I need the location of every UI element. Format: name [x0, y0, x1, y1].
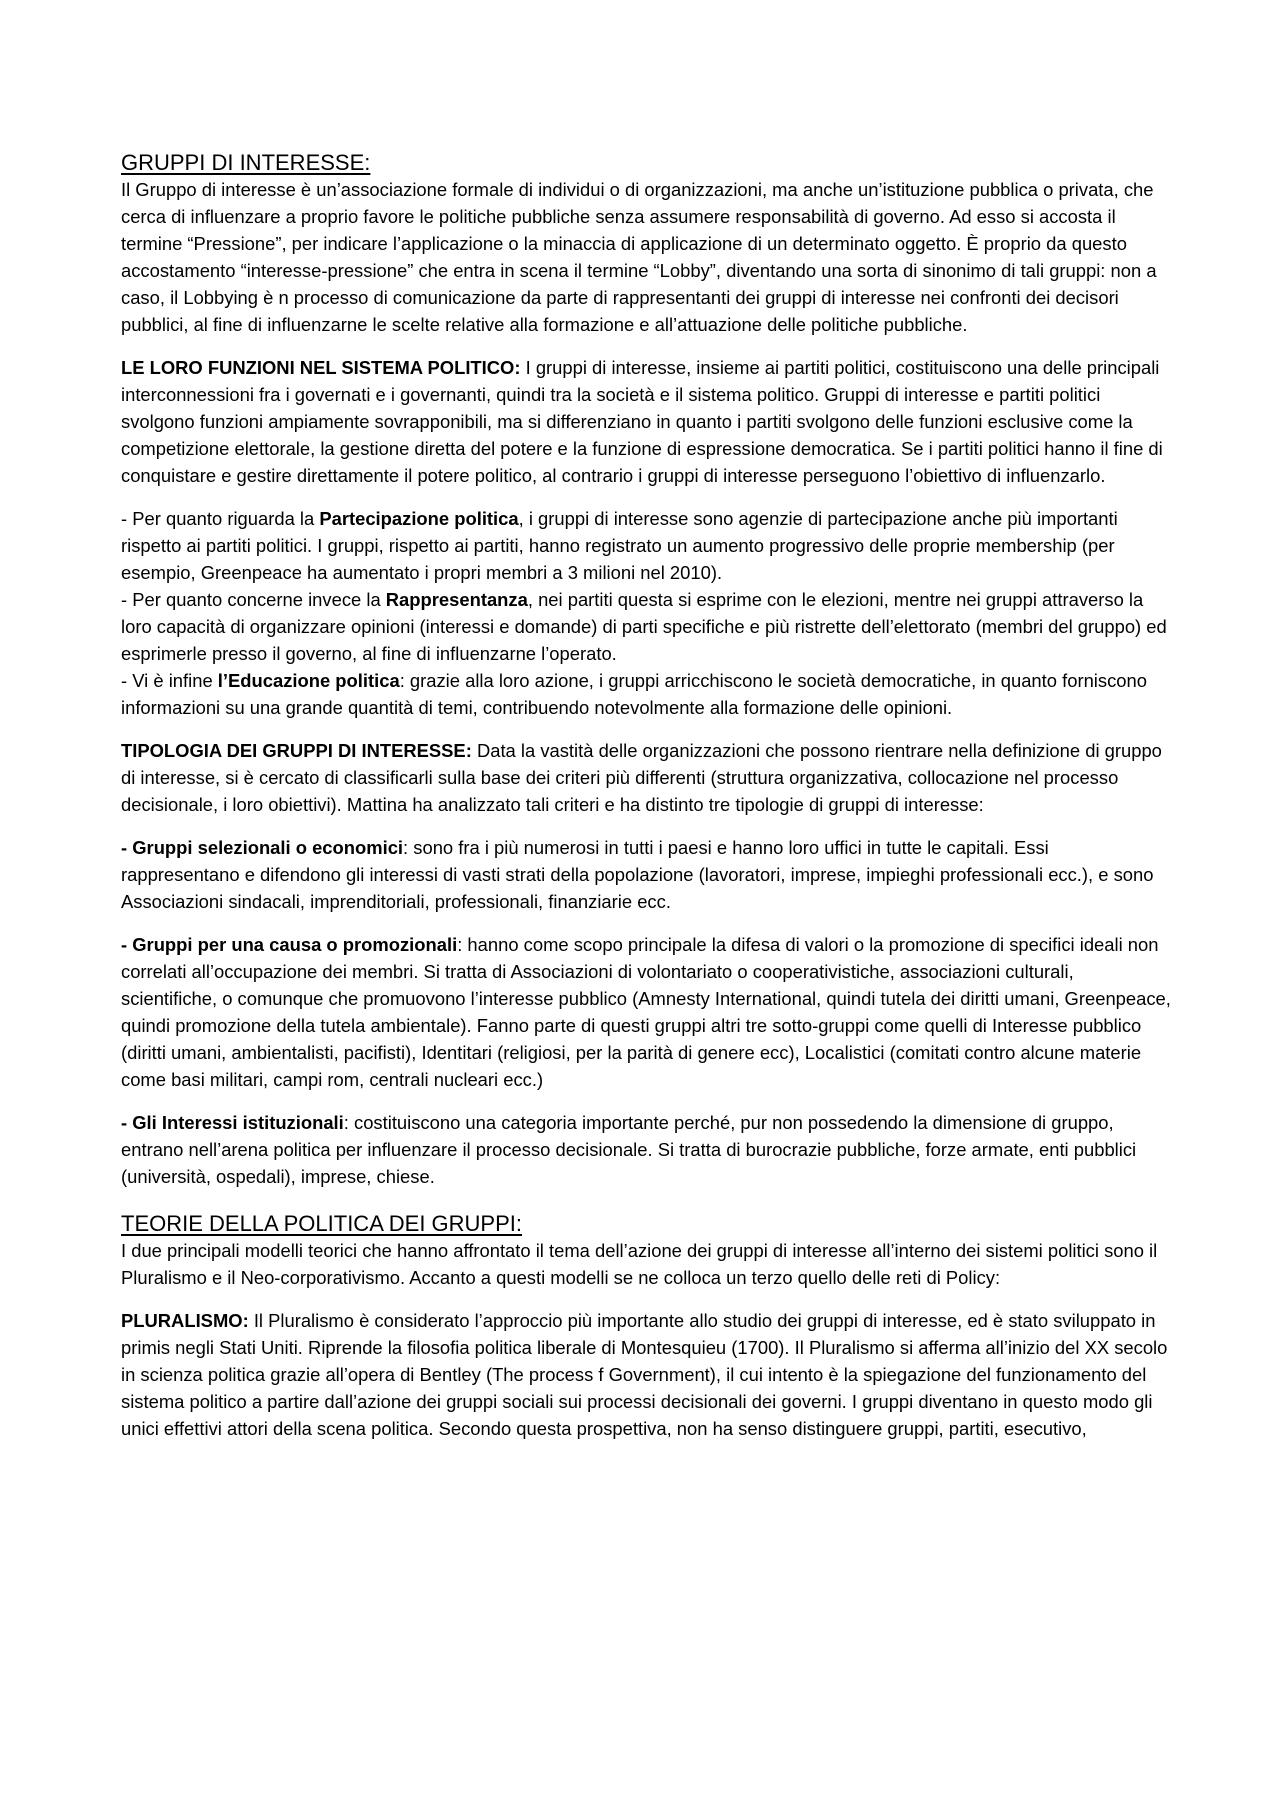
text-causa: : hanno come scopo principale la difesa di valori o la promozione di specifici ideali non correlati all’occupazione dei membri. Si tratta di Associazioni di volontariato o cooperativistiche, associazioni culturali, scientifiche, o comunque che promuovono l’interesse pubblico (Amnesty International, quindi tutela dei diritti umani, Greenpeace, quindi promozione della tutela ambientale). Fanno parte di questi gruppi altri tre sotto-gruppi come quelli di Interesse pubblico (diritti umani, ambientalisti, pacifisti), Identitari (religiosi, per la parità di genere ecc), Localistici (comitati contro alcune materie come basi militari, campi rom, centrali nucleari ecc.): [121, 934, 1171, 1090]
paragraph-educazione: [121, 667, 1171, 721]
section-heading-teorie: TEORIE DELLA POLITICA DEI GRUPPI:: [121, 1211, 523, 1236]
text-tipologia: Data la vastità delle organizzazioni che possono rientrare nella definizione di gruppo di interesse, si è cercato di classificarli sulla base dei criteri più differenti (struttura organizzativa, collocazione nel processo decisionale, i loro obiettivi). Mattina ha analizzato tali criteri e ha distinto tre tipologie di gruppi di interesse:: [121, 740, 1162, 815]
paragraph-partecipazione: [121, 505, 1171, 586]
paragraph-rappresentanza: [121, 586, 1171, 667]
label-tipologia: TIPOLOGIA DEI GRUPPI DI INTERESSE:: [121, 740, 472, 761]
paragraph-teorie-intro: I due principali modelli teorici che hanno affrontato il tema dell’azione dei gruppi di interesse all’interno dei sistemi politici sono il Pluralismo e il Neo-corporativismo. Accanto a questi modelli se ne colloca un terzo quello delle reti di Policy:: [121, 1240, 1158, 1288]
paragraph-pluralismo: [121, 1307, 1171, 1442]
paragraph-istituzionali: [121, 1109, 1171, 1190]
text-partecipazione: , i gruppi di interesse sono agenzie di partecipazione anche più importanti rispetto ai partiti politici. I gruppi, rispetto ai partiti, hanno registrato un aumento progressivo delle proprie membership (per esempio, Greenpeace ha aumentato i propri membri a 3 milioni nel 2010).: [121, 508, 1118, 583]
paragraph-funzioni: [121, 354, 1171, 489]
label-istituzionali: - Gli Interessi istituzionali: [121, 1112, 344, 1133]
pre-partecipazione: - Per quanto riguarda la: [121, 508, 320, 529]
paragraph-tipologia: [121, 737, 1171, 818]
label-educazione: l’Educazione politica: [217, 670, 400, 691]
text-rappresentanza: , nei partiti questa si esprime con le elezioni, mentre nei gruppi attraverso la loro capacità di organizzare opinioni (interessi e domande) di parti specifiche e più ristrette dell’elettorato (membri del gruppo) ed esprimerle presso il governo, al fine di influenzarne l’operato.: [121, 589, 1167, 664]
label-pluralismo: PLURALISMO:: [121, 1310, 249, 1331]
text-funzioni: I gruppi di interesse, insieme ai partiti politici, costituiscono una delle principali interconnessioni fra i governati e i governanti, quindi tra la società e il sistema politico. Gruppi di interesse e partiti politici svolgono funzioni ampiamente sovrapponibili, ma si differenziano in quanto i partiti svolgono delle funzioni esclusive come la competizione elettorale, la gestione diretta del potere e la funzione di espressione democratica. Se i partiti politici hanno il fine di conquistare e gestire direttamente il potere politico, al contrario i gruppi di interesse perseguono l’obiettivo di influenzarlo.: [121, 357, 1163, 486]
label-funzioni: LE LORO FUNZIONI NEL SISTEMA POLITICO:: [121, 357, 521, 378]
label-causa: - Gruppi per una causa o promozionali: [121, 934, 458, 955]
label-selezionali: - Gruppi selezionali o economici: [121, 837, 404, 858]
document-page: [121, 150, 1171, 1442]
pre-educazione: - Vi è infine: [121, 670, 218, 691]
text-istituzionali: : costituiscono una categoria importante perché, pur non possedendo la dimensione di gruppo, entrano nell’arena politica per influenzare il processo decisionale. Si tratta di burocrazie pubbliche, forze armate, enti pubblici (università, ospedali), imprese, chiese.: [121, 1112, 1137, 1187]
label-rappresentanza: Rappresentanza: [385, 589, 528, 610]
paragraph-selezionali: [121, 834, 1171, 915]
pre-rappresentanza: - Per quanto concerne invece la: [121, 589, 386, 610]
paragraph-causa: [121, 931, 1171, 1093]
text-educazione: : grazie alla loro azione, i gruppi arricchiscono le società democratiche, in quanto forniscono informazioni su una grande quantità di temi, contribuendo notevolmente alla formazione delle opinioni.: [121, 670, 1147, 718]
section-heading-gruppi: GRUPPI DI INTERESSE:: [121, 150, 371, 175]
label-partecipazione: Partecipazione politica: [319, 508, 519, 529]
text-selezionali: : sono fra i più numerosi in tutti i paesi e hanno loro uffici in tutte le capitali. Essi rappresentano e difendono gli interessi di vasti strati della popolazione (lavoratori, imprese, impieghi professionali ecc.), e sono Associazioni sindacali, imprenditoriali, professionali, finanziarie ecc.: [121, 837, 1154, 912]
text-pluralismo: Il Pluralismo è considerato l’approccio più importante allo studio dei gruppi di interesse, ed è stato sviluppato in primis negli Stati Uniti. Riprende la filosofia politica liberale di Montesquieu (1700). Il Pluralismo si afferma all’inizio del XX secolo in scienza politica grazie all’opera di Bentley (The process f Government), il cui intento è la spiegazione del funzionamento del sistema politico a partire dall’azione dei gruppi sociali sui processi decisionali dei governi. I gruppi diventano in questo modo gli unici effettivi attori della scena politica. Secondo questa prospettiva, non ha senso distinguere gruppi, partiti, esecutivo,: [121, 1310, 1168, 1439]
paragraph-intro: Il Gruppo di interesse è un’associazione formale di individui o di organizzazioni, ma anche un’istituzione pubblica o privata, che cerca di influenzare a proprio favore le politiche pubbliche senza assumere responsabilità di governo. Ad esso si accosta il termine “Pressione”, per indicare l’applicazione o la minaccia di applicazione di un determinato oggetto. È proprio da questo accostamento “interesse-pressione” che entra in scena il termine “Lobby”, diventando una sorta di sinonimo di tali gruppi: non a caso, il Lobbying è n processo di comunicazione da parte di rappresentanti dei gruppi di interesse nei confronti dei decisori pubblici, al fine di influenzarne le scelte relative alla formazione e all’attuazione delle politiche pubbliche.: [121, 179, 1157, 335]
